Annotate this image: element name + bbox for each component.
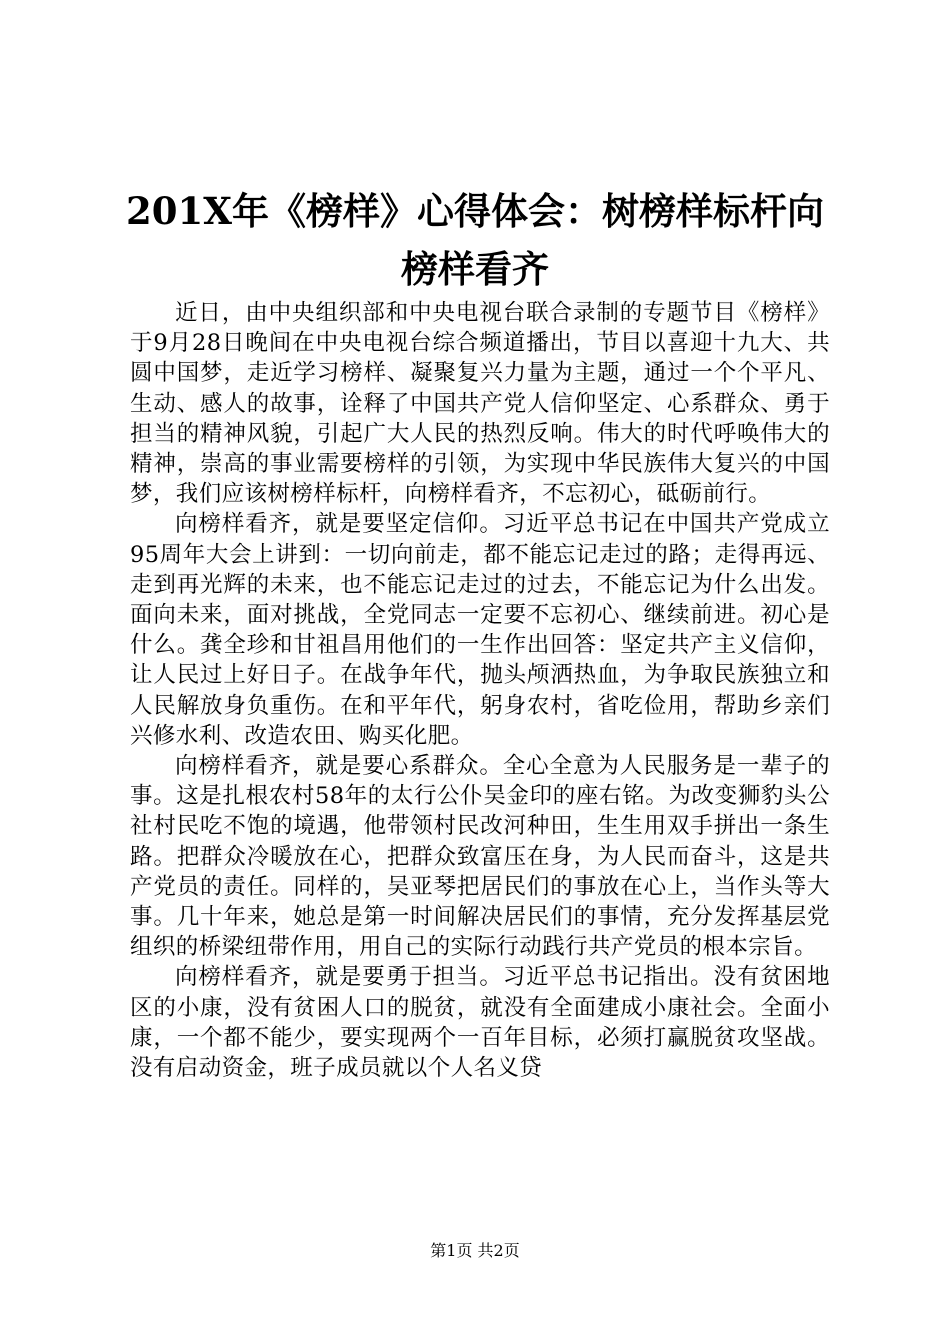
- document-title: 201X年《榜样》心得体会：树榜样标杆向榜样看齐: [126, 189, 824, 291]
- document-body: [130, 298, 830, 1083]
- paragraph-responsibility: 向榜样看齐，就是要勇于担当。习近平总书记指出。没有贫困地区的小康，没有贫困人口的脱贫，就没有全面建成小康社会。全面小康，一个都不能少，要实现两个一百年目标，必须打赢脱贫攻坚战。没有启动资金，班子成员就以个人名义贷: [130, 964, 830, 1082]
- paragraph-masses: 向榜样看齐，就是要心系群众。全心全意为人民服务是一辈子的事。这是扎根农村58年的太行公仆吴金印的座右铭。为改变狮豹头公社村民吃不饱的境遇，他带领村民改河种田，生生用双手拼出一条生路。把群众冷暖放在心，把群众致富压在身，为人民而奋斗，这是共产党员的责任。同样的，吴亚琴把居民们的事放在心上，当作头等大事。几十年来，她总是第一时间解决居民们的事情，充分发挥基层党组织的桥梁纽带作用，用自己的实际行动践行共产党员的根本宗旨。: [130, 753, 830, 961]
- paragraph-faith: 向榜样看齐，就是要坚定信仰。习近平总书记在中国共产党成立95周年大会上讲到：一切向前走，都不能忘记走过的路；走得再远、走到再光辉的未来，也不能忘记走过的过去，不能忘记为什么出发。面向未来，面对挑战，全党同志一定要不忘初心、继续前进。初心是什么。龚全珍和甘祖昌用他们的一生作出回答：坚定共产主义信仰，让人民过上好日子。在战争年代，抛头颅洒热血，为争取民族独立和人民解放身负重伤。在和平年代，躬身农村，省吃俭用，帮助乡亲们兴修水利、改造农田、购买化肥。: [130, 511, 830, 749]
- paragraph-intro: 近日，由中央组织部和中央电视台联合录制的专题节目《榜样》于9月28日晚间在中央电视台综合频道播出，节目以喜迎十九大、共圆中国梦，走近学习榜样、凝聚复兴力量为主题，通过一个个平凡、生动、感人的故事，诠释了中国共产党人信仰坚定、心系群众、勇于担当的精神风貌，引起广大人民的热烈反响。伟大的时代呼唤伟大的精神，崇高的事业需要榜样的引领，为实现中华民族伟大复兴的中国梦，我们应该树榜样标杆，向榜样看齐，不忘初心，砥砺前行。: [130, 300, 830, 508]
- page-number-footer: 第1页 共2页: [430, 1241, 520, 1260]
